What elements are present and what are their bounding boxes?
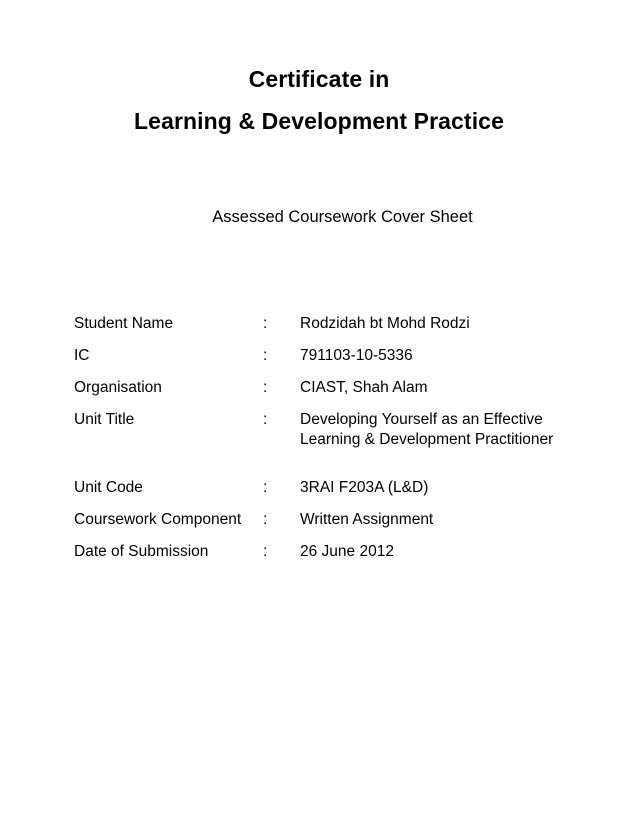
ic-value: 791103-10-5336: [300, 347, 413, 364]
separator: :: [263, 543, 268, 560]
cover-sheet-subtitle: Assessed Coursework Cover Sheet: [212, 208, 473, 226]
date-of-submission-value: 26 June 2012: [300, 543, 394, 560]
date-of-submission-label: Date of Submission: [74, 543, 209, 560]
organisation-value: CIAST, Shah Alam: [300, 379, 428, 396]
separator: :: [263, 511, 268, 528]
student-name-value: Rodzidah bt Mohd Rodzi: [300, 315, 470, 332]
ic-label: IC: [74, 347, 90, 364]
unit-title-label: Unit Title: [74, 411, 135, 428]
separator: :: [263, 479, 268, 496]
unit-code-label: Unit Code: [74, 479, 143, 496]
separator: :: [263, 379, 268, 396]
unit-title-value-line2: Learning & Development Practitioner: [300, 431, 554, 448]
coursework-component-label: Coursework Component: [74, 511, 242, 528]
coursework-component-value: Written Assignment: [300, 511, 434, 528]
certificate-title-line2: Learning & Development Practice: [134, 108, 504, 134]
unit-title-value: [300, 410, 600, 450]
unit-code-value: 3RAI F203A (L&D): [300, 479, 429, 496]
organisation-label: Organisation: [74, 379, 162, 396]
separator: :: [263, 347, 268, 364]
student-name-label: Student Name: [74, 315, 174, 332]
separator: :: [263, 315, 268, 332]
unit-title-value-line1: Developing Yourself as an Effective: [300, 411, 543, 428]
separator: :: [263, 411, 268, 428]
certificate-title-line1: Certificate in: [248, 66, 390, 92]
